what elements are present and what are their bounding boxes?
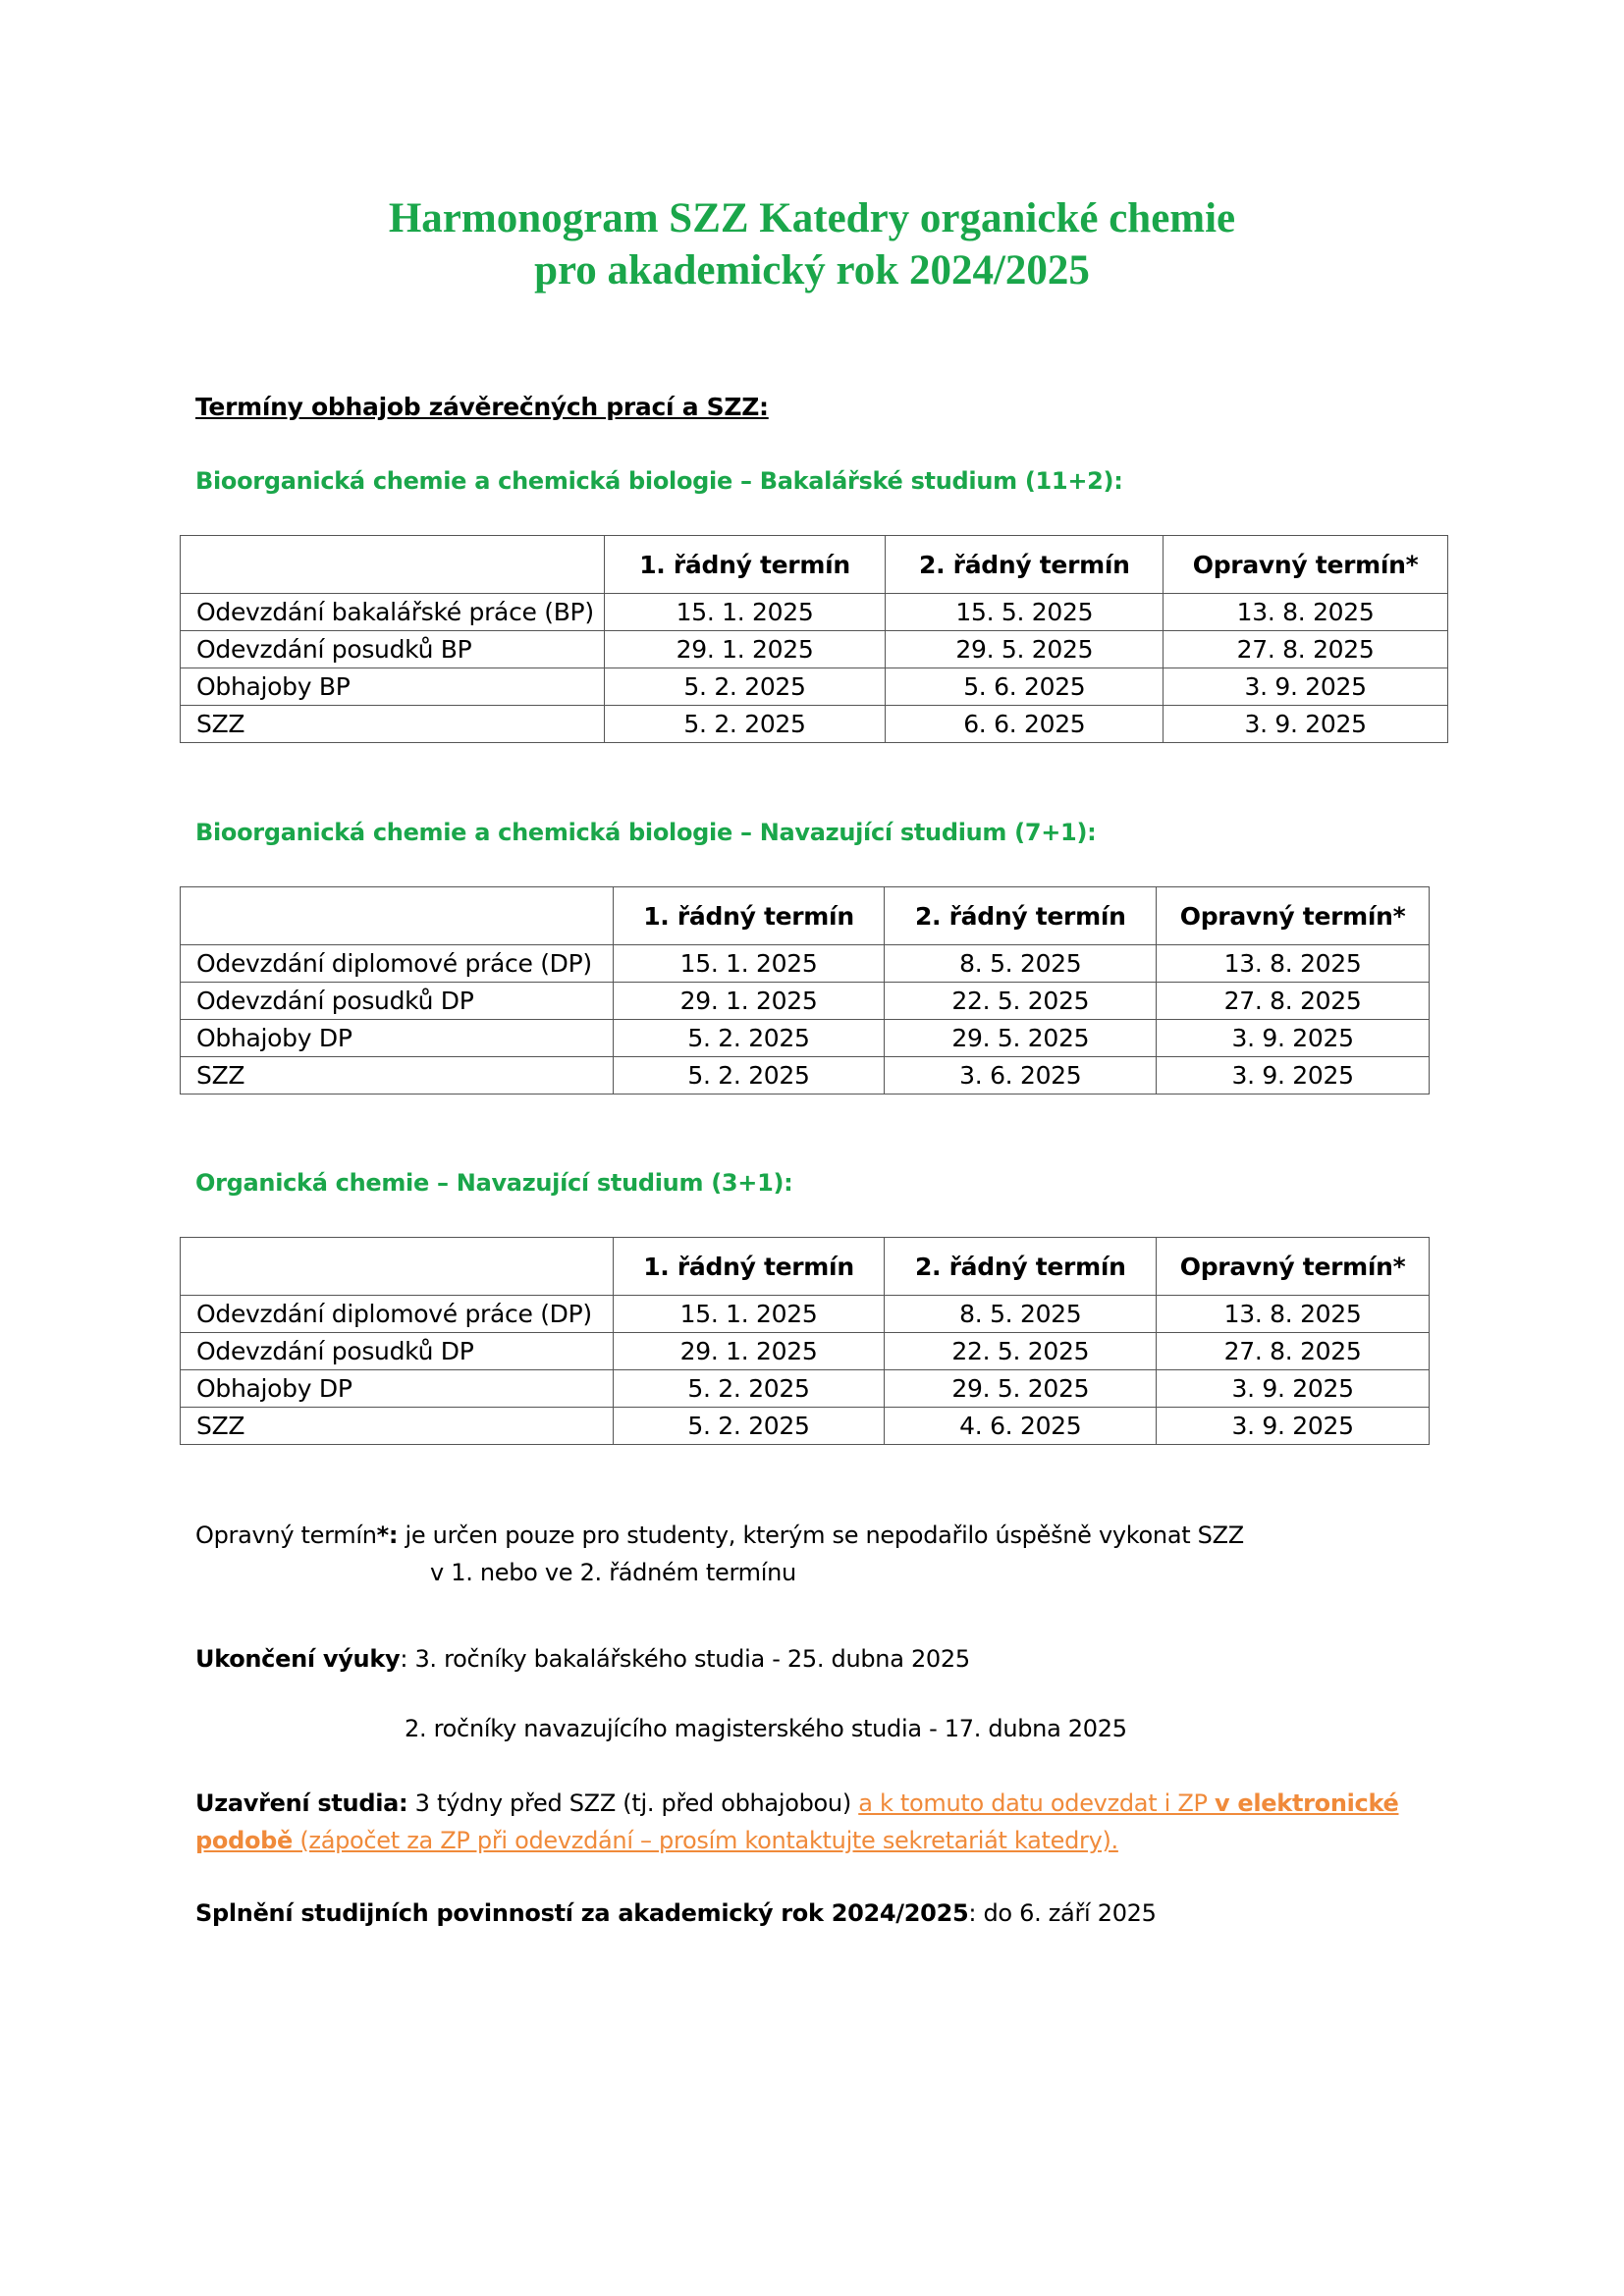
row-label: Odevzdání posudků BP xyxy=(181,631,605,668)
uzavreni-link-part1: a k tomuto datu odevzdat i ZP xyxy=(858,1789,1215,1817)
table-row xyxy=(181,983,1430,1020)
date-cell: 15. 1. 2025 xyxy=(604,594,886,631)
header-cell: Opravný termín* xyxy=(1164,536,1448,594)
date-cell: 15. 5. 2025 xyxy=(886,594,1164,631)
opravny-label: Opravný termín xyxy=(195,1522,377,1549)
table-row xyxy=(181,706,1448,743)
date-cell: 3. 9. 2025 xyxy=(1164,668,1448,706)
header-cell: Opravný termín* xyxy=(1157,887,1430,945)
date-cell: 22. 5. 2025 xyxy=(885,983,1157,1020)
section-heading: Termíny obhajob závěrečných prací a SZZ: xyxy=(195,393,769,421)
header-cell: Opravný termín* xyxy=(1157,1238,1430,1296)
header-cell: 1. řádný termín xyxy=(604,536,886,594)
date-cell: 27. 8. 2025 xyxy=(1157,1333,1430,1370)
row-label: SZZ xyxy=(181,706,605,743)
section-title-master-org: Organická chemie – Navazující studium (3+1): xyxy=(195,1169,793,1197)
section-title-master-bio: Bioorganická chemie a chemická biologie – Navazující studium (7+1): xyxy=(195,819,1097,846)
table-row xyxy=(181,1296,1430,1333)
header-cell xyxy=(181,887,614,945)
date-cell: 5. 2. 2025 xyxy=(613,1370,885,1408)
table-row xyxy=(181,1020,1430,1057)
date-cell: 5. 2. 2025 xyxy=(613,1020,885,1057)
date-cell: 13. 8. 2025 xyxy=(1164,594,1448,631)
document-title xyxy=(0,192,1624,296)
header-cell: 1. řádný termín xyxy=(613,1238,885,1296)
ukonceni-vyuky-line2: 2. ročníky navazujícího magisterského studia - 17. dubna 2025 xyxy=(405,1715,1127,1742)
uzavreni-studia xyxy=(195,1785,1472,1859)
date-cell: 3. 9. 2025 xyxy=(1157,1370,1430,1408)
ukonceni-label: Ukončení výuky xyxy=(195,1645,401,1673)
section-title-bachelor: Bioorganická chemie a chemická biologie – Bakalářské studium (11+2): xyxy=(195,467,1123,495)
title-line-1: Harmonogram SZZ Katedry organické chemie xyxy=(388,195,1236,241)
date-cell: 4. 6. 2025 xyxy=(885,1408,1157,1445)
schedule-table-master-bio xyxy=(180,886,1430,1095)
schedule-table-bachelor xyxy=(180,535,1448,743)
row-label: Obhajoby BP xyxy=(181,668,605,706)
row-label: Odevzdání bakalářské práce (BP) xyxy=(181,594,605,631)
opravny-star: *: xyxy=(376,1522,399,1549)
date-cell: 3. 9. 2025 xyxy=(1157,1408,1430,1445)
uzavreni-label: Uzavření studia: xyxy=(195,1789,408,1817)
date-cell: 5. 2. 2025 xyxy=(613,1408,885,1445)
table-header-row xyxy=(181,1238,1430,1296)
uzavreni-link-bold1: v elektronické xyxy=(1215,1789,1399,1817)
table-row xyxy=(181,1408,1430,1445)
date-cell: 29. 1. 2025 xyxy=(613,1333,885,1370)
date-cell: 5. 2. 2025 xyxy=(604,706,886,743)
splneni-label: Splnění studijních povinností za akademický rok 2024/2025 xyxy=(195,1899,969,1927)
date-cell: 15. 1. 2025 xyxy=(613,945,885,983)
date-cell: 29. 5. 2025 xyxy=(885,1370,1157,1408)
date-cell: 5. 2. 2025 xyxy=(604,668,886,706)
table-header-row xyxy=(181,536,1448,594)
table-header-row xyxy=(181,887,1430,945)
header-cell: 2. řádný termín xyxy=(886,536,1164,594)
date-cell: 6. 6. 2025 xyxy=(886,706,1164,743)
date-cell: 27. 8. 2025 xyxy=(1164,631,1448,668)
row-label: SZZ xyxy=(181,1057,614,1095)
header-cell: 1. řádný termín xyxy=(613,887,885,945)
table-row xyxy=(181,631,1448,668)
date-cell: 29. 1. 2025 xyxy=(613,983,885,1020)
row-label: Odevzdání posudků DP xyxy=(181,983,614,1020)
opravny-note-line2: v 1. nebo ve 2. řádném termínu xyxy=(430,1559,796,1586)
ukonceni-text: : 3. ročníky bakalářského studia - 25. dubna 2025 xyxy=(400,1645,970,1673)
date-cell: 29. 5. 2025 xyxy=(886,631,1164,668)
schedule-table-master-org xyxy=(180,1237,1430,1445)
row-label: Obhajoby DP xyxy=(181,1020,614,1057)
splneni-text: : do 6. září 2025 xyxy=(968,1899,1157,1927)
date-cell: 13. 8. 2025 xyxy=(1157,945,1430,983)
title-line-2: pro akademický rok 2024/2025 xyxy=(534,247,1090,294)
opravny-note xyxy=(195,1522,1244,1549)
date-cell: 29. 1. 2025 xyxy=(604,631,886,668)
date-cell: 22. 5. 2025 xyxy=(885,1333,1157,1370)
table-row xyxy=(181,1333,1430,1370)
row-label: Odevzdání posudků DP xyxy=(181,1333,614,1370)
date-cell: 3. 9. 2025 xyxy=(1157,1020,1430,1057)
date-cell: 13. 8. 2025 xyxy=(1157,1296,1430,1333)
date-cell: 27. 8. 2025 xyxy=(1157,983,1430,1020)
row-label: SZZ xyxy=(181,1408,614,1445)
ukonceni-vyuky xyxy=(195,1645,970,1673)
splneni-povinnosti xyxy=(195,1899,1157,1927)
row-label: Odevzdání diplomové práce (DP) xyxy=(181,945,614,983)
header-cell xyxy=(181,1238,614,1296)
header-cell xyxy=(181,536,605,594)
uzavreni-text: 3 týdny před SZZ (tj. před obhajobou) xyxy=(407,1789,859,1817)
uzavreni-link-part2: (zápočet za ZP při odevzdání – prosím kontaktujte sekretariát katedry). xyxy=(293,1827,1118,1854)
table-row xyxy=(181,1370,1430,1408)
header-cell: 2. řádný termín xyxy=(885,1238,1157,1296)
table-row xyxy=(181,1057,1430,1095)
date-cell: 8. 5. 2025 xyxy=(885,945,1157,983)
uzavreni-link-bold2: podobě xyxy=(195,1827,293,1854)
row-label: Obhajoby DP xyxy=(181,1370,614,1408)
date-cell: 15. 1. 2025 xyxy=(613,1296,885,1333)
table-row xyxy=(181,668,1448,706)
date-cell: 5. 2. 2025 xyxy=(613,1057,885,1095)
date-cell: 8. 5. 2025 xyxy=(885,1296,1157,1333)
table-row xyxy=(181,945,1430,983)
date-cell: 3. 9. 2025 xyxy=(1157,1057,1430,1095)
date-cell: 3. 9. 2025 xyxy=(1164,706,1448,743)
opravny-text: je určen pouze pro studenty, kterým se nepodařilo úspěšně vykonat SZZ xyxy=(398,1522,1244,1549)
header-cell: 2. řádný termín xyxy=(885,887,1157,945)
row-label: Odevzdání diplomové práce (DP) xyxy=(181,1296,614,1333)
date-cell: 5. 6. 2025 xyxy=(886,668,1164,706)
date-cell: 29. 5. 2025 xyxy=(885,1020,1157,1057)
date-cell: 3. 6. 2025 xyxy=(885,1057,1157,1095)
table-row xyxy=(181,594,1448,631)
